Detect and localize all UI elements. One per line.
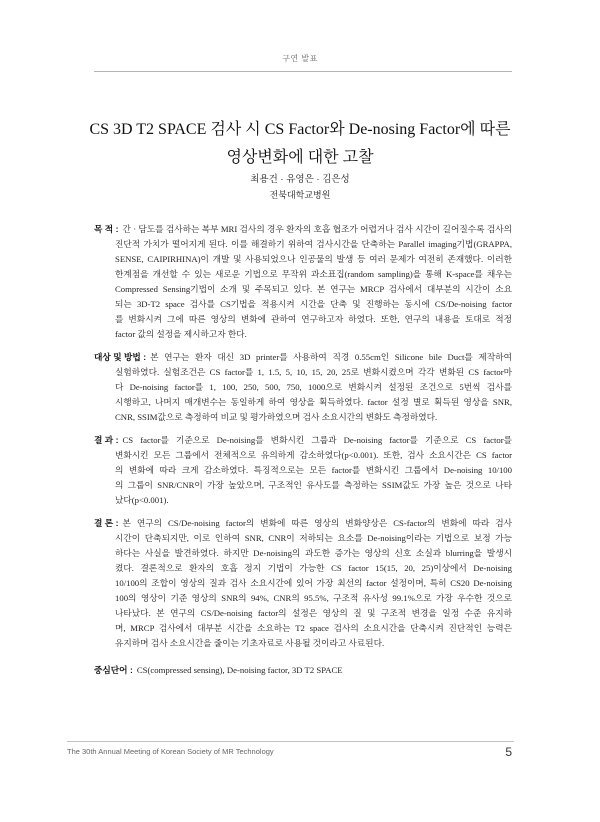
abstract-body (94, 222, 512, 686)
keywords-text: CS(compressed sensing), De-noising factor, 3D T2 SPACE (136, 665, 343, 675)
paper-title (70, 116, 530, 172)
conclusion-line (94, 516, 512, 531)
footer-rule (67, 741, 514, 742)
purpose-line: 를 변화시켜 그에 따른 영상의 변화에 관하여 연구하고자 하였다. 또한, 연구의 내용을 토대로 적정 (115, 314, 512, 324)
purpose-line: 진단적 가치가 떨어지게 된다. 이를 해결하기 위하여 검사시간을 단축하는 Parallel imaging기법(GRAPPA, (115, 239, 512, 249)
footer-conference-name: The 30th Annual Meeting of Korean Society of MR Technology (67, 747, 274, 756)
conclusion-line: 10/100의 조합이 영상의 질과 검사 소요시간에 있어 가장 최선의 factor 설정이며, 특히 CS20 De-noising (115, 578, 512, 588)
results-line: 의 그룹이 SNR/CNR이 가장 높았으며, 구조적인 유사도를 측정하는 SSIM값도 가장 높은 것으로 나타 (115, 480, 512, 490)
results-line (94, 433, 512, 448)
methods-line-text: 본 연구는 환자 대신 3D printer를 사용하여 직경 0.55cm인 Silicone bile Duct를 제작하여 (150, 352, 512, 362)
conclusion-line: 시간이 단축되지만, 이로 인하여 SNR, CNR이 저하되는 요소를 De-noising이라는 기법으로 보정 가능 (115, 533, 512, 543)
results-line: 났다(p<0.001). (115, 495, 169, 505)
section-methods (94, 350, 512, 425)
conclusion-line: 며, MRCP 검사에서 대부분 시간을 소요하는 T2 space 검사의 소요시간을 단축시켜 진단적인 능력은 (115, 623, 512, 633)
author-list: 최용건 · 유영은 · 김은성 (250, 174, 350, 185)
purpose-line: Compressed Sensing기법이 소개 및 주목되고 있다. 본 연구는 MRCP 검사에서 대부분의 시간이 소요 (115, 284, 512, 294)
section-purpose (94, 222, 512, 342)
section-keywords (94, 663, 512, 678)
methods-line: 시행하고, 나머지 매개변수는 동일하게 하여 영상을 획득하였다. factor 설정 별로 획득된 영상을 SNR, (115, 397, 512, 407)
purpose-line-text: 간 · 담도를 검사하는 복부 MRI 검사의 경우 환자의 호흡 협조가 어렵거나 검사 시간이 길어질수록 검사의 (122, 224, 512, 234)
affiliation: 전북대학교병원 (269, 190, 331, 200)
section-results (94, 433, 512, 508)
methods-label: 대상 및 방법 : (94, 352, 147, 362)
conclusion-line: 나타났다. 본 연구의 CS/De-noising factor의 설정은 영상의 질 및 구조적 변경을 일정 수준 유지하 (115, 608, 512, 618)
purpose-line: 되는 3D-T2 space 검사를 CS기법을 적용시켜 시간을 단축 및 진행하는 동시에 CS/De-noising factor (115, 299, 512, 309)
purpose-label: 목 적 : (94, 224, 119, 234)
methods-line: CNR, SSIM값으로 측정하여 비교 및 평가하였으며 검사 소요시간의 변화도 측정하였다. (115, 412, 438, 422)
results-line: 의 변화에 따라 크게 감소하였다. 특징적으로는 모든 factor를 변화시킨 그룹에서 De-noising 10/100 (115, 465, 512, 475)
paper-title-line: CS 3D T2 SPACE 검사 시 CS Factor와 De-nosing Factor에 따른 (89, 121, 511, 138)
purpose-line: 한계점을 개선할 수 있는 새로운 기법으로 무작위 과소표집(random sampling)을 통해 K-space를 채우는 (115, 269, 512, 279)
conclusion-line-text: 본 연구의 CS/De-noising factor의 변화에 따른 영상의 변화양상은 CS-factor의 변화에 따라 검사 (122, 518, 512, 528)
running-header: 구연 발표 (282, 54, 318, 63)
conclusion-line: 유지하며 검사 소요시간을 줄이는 기초자료로 사용될 것이라고 사료된다. (115, 638, 385, 648)
conclusion-label: 결 론 : (94, 518, 119, 528)
section-conclusion (94, 516, 512, 651)
purpose-line: factor 값의 설정을 제시하고자 한다. (115, 329, 247, 339)
methods-line: 다 De-noising factor를 1, 100, 250, 500, 750, 1000으로 변화시켜 설정된 조건으로 5번씩 검사를 (115, 382, 512, 392)
keywords-label: 중심단어 : (94, 665, 133, 675)
conclusion-line: 하다는 사실을 발견하였다. 하지만 De-noising의 과도한 증가는 영상의 신호 소실과 blurring을 발생시 (115, 548, 512, 558)
keywords-line (94, 663, 512, 678)
results-line: 변화시킨 모든 그룹에서 전체적으로 유의하게 감소하였다(p<0.001). 또한, 검사 소요시간은 CS factor (115, 450, 512, 460)
conclusion-line: 100의 영상이 기준 영상의 SNR의 94%, CNR의 95.5%, 구조적 유사성 99.1%으로 가장 우수한 것으로 (115, 593, 512, 603)
paper-title-line: 영상변화에 대한 고찰 (226, 149, 374, 166)
methods-line (94, 350, 512, 365)
purpose-line: SENSE, CAIPIRHINA)이 개발 및 사용되었으나 인공물의 발생 등 여러 문제가 여전히 존재했다. 이러한 (115, 254, 512, 264)
results-line-text: CS factor를 기준으로 De-noising를 변화시킨 그룹과 De-noising factor를 기준으로 CS factor를 (122, 435, 512, 445)
results-label: 결 과 : (94, 435, 119, 445)
header-rule (94, 71, 512, 72)
methods-line: 실험하였다. 실험조건은 CS factor를 1, 1.5, 5, 10, 15, 20, 25로 변화시켰으며 각각 변화된 CS factor마 (115, 367, 512, 377)
page-number: 5 (505, 745, 512, 759)
purpose-line (94, 222, 512, 237)
conclusion-line: 켰다. 결론적으로 환자의 호흡 정지 기법이 가능한 CS factor 15(15, 20, 25)이상에서 De-noising (115, 563, 512, 573)
